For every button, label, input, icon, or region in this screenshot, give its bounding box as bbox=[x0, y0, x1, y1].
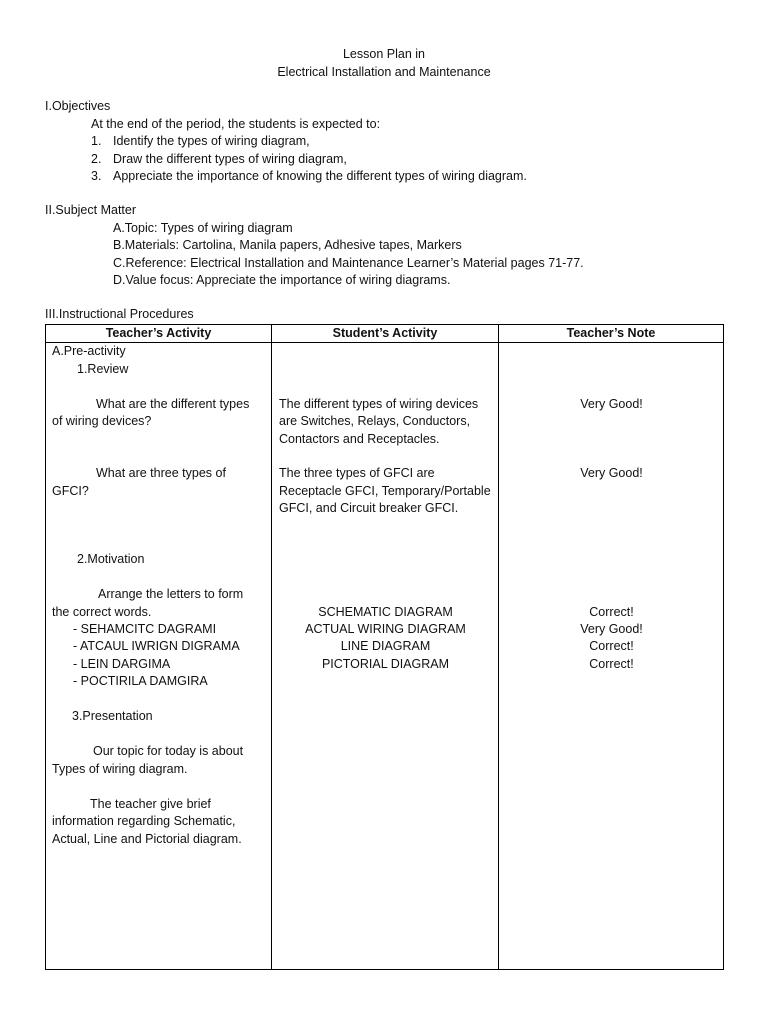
subject-value-focus: D.Value focus: Appreciate the importance of wiring diagrams. bbox=[113, 273, 451, 287]
teacher-activity-cell bbox=[46, 343, 272, 970]
motivation-label: 2.Motivation bbox=[77, 552, 145, 566]
student-answer: The different types of wiring devices bbox=[279, 397, 479, 411]
presentation-text: Types of wiring diagram. bbox=[52, 762, 188, 776]
answer-word: ACTUAL WIRING DIAGRAM bbox=[305, 622, 466, 636]
student-answer: Contactors and Receptacles. bbox=[279, 432, 440, 446]
column-header-student: Student’s Activity bbox=[272, 325, 499, 343]
student-answer: Receptacle GFCI, Temporary/Portable bbox=[279, 484, 491, 498]
presentation-text: The teacher give brief bbox=[90, 797, 211, 811]
pre-activity-label: A.Pre-activity bbox=[52, 344, 126, 358]
column-header-note: Teacher’s Note bbox=[499, 325, 724, 343]
question-text: of wiring devices? bbox=[52, 414, 152, 428]
objectives-intro: At the end of the period, the students is expected to: bbox=[91, 117, 381, 131]
answer-word: SCHEMATIC DIAGRAM bbox=[318, 605, 453, 619]
question-text: GFCI? bbox=[52, 484, 89, 498]
procedures-table bbox=[45, 324, 724, 970]
presentation-text: Our topic for today is about bbox=[93, 744, 244, 758]
instruction-text: the correct words. bbox=[52, 605, 152, 619]
objective-item: Draw the different types of wiring diagram, bbox=[113, 152, 347, 166]
objective-item: Identify the types of wiring diagram, bbox=[113, 134, 310, 148]
objective-num: 2. bbox=[91, 152, 102, 166]
student-answer: are Switches, Relays, Conductors, bbox=[279, 414, 471, 428]
teacher-note-cell bbox=[499, 343, 724, 970]
jumbled-word: - POCTIRILA DAMGIRA bbox=[73, 674, 208, 688]
table-header-row bbox=[46, 325, 724, 343]
table-row bbox=[46, 343, 724, 970]
subject-topic: A.Topic: Types of wiring diagram bbox=[113, 221, 293, 235]
review-label: 1.Review bbox=[77, 362, 129, 376]
teacher-note: Very Good! bbox=[580, 622, 643, 636]
jumbled-word: - SEHAMCITC DAGRAMI bbox=[73, 622, 217, 636]
student-answer: The three types of GFCI are bbox=[279, 466, 435, 480]
doc-title-line2: Electrical Installation and Maintenance bbox=[277, 65, 491, 79]
teacher-note: Very Good! bbox=[580, 397, 643, 411]
teacher-note: Very Good! bbox=[580, 466, 643, 480]
question-text: What are three types of bbox=[96, 466, 226, 480]
subject-reference: C.Reference: Electrical Installation and Maintenance Learner’s Material pages 71-77. bbox=[113, 256, 584, 270]
presentation-label: 3.Presentation bbox=[72, 709, 153, 723]
answer-word: LINE DIAGRAM bbox=[340, 639, 431, 653]
question-text: What are the different types bbox=[96, 397, 250, 411]
presentation-text: information regarding Schematic, bbox=[52, 814, 236, 828]
objective-item: Appreciate the importance of knowing the different types of wiring diagram. bbox=[113, 169, 527, 183]
jumbled-word: - LEIN DARGIMA bbox=[73, 657, 171, 671]
jumbled-word: - ATCAUL IWRIGN DIGRAMA bbox=[73, 639, 240, 653]
objective-num: 1. bbox=[91, 134, 102, 148]
student-activity-cell bbox=[272, 343, 499, 970]
instruction-text: Arrange the letters to form bbox=[98, 587, 244, 601]
subject-materials: B.Materials: Cartolina, Manila papers, Adhesive tapes, Markers bbox=[113, 238, 462, 252]
teacher-note: Correct! bbox=[589, 605, 634, 619]
student-answer: GFCI, and Circuit breaker GFCI. bbox=[279, 501, 459, 515]
teacher-note: Correct! bbox=[589, 639, 634, 653]
subject-matter-heading: II.Subject Matter bbox=[45, 203, 137, 217]
presentation-text: Actual, Line and Pictorial diagram. bbox=[52, 832, 242, 846]
teacher-note: Correct! bbox=[589, 657, 634, 671]
doc-title-line1: Lesson Plan in bbox=[342, 47, 425, 61]
answer-word: PICTORIAL DIAGRAM bbox=[321, 657, 450, 671]
objectives-heading: I.Objectives bbox=[45, 99, 111, 113]
procedures-heading: III.Instructional Procedures bbox=[45, 307, 194, 321]
objective-num: 3. bbox=[91, 169, 102, 183]
column-header-teacher: Teacher’s Activity bbox=[46, 325, 272, 343]
